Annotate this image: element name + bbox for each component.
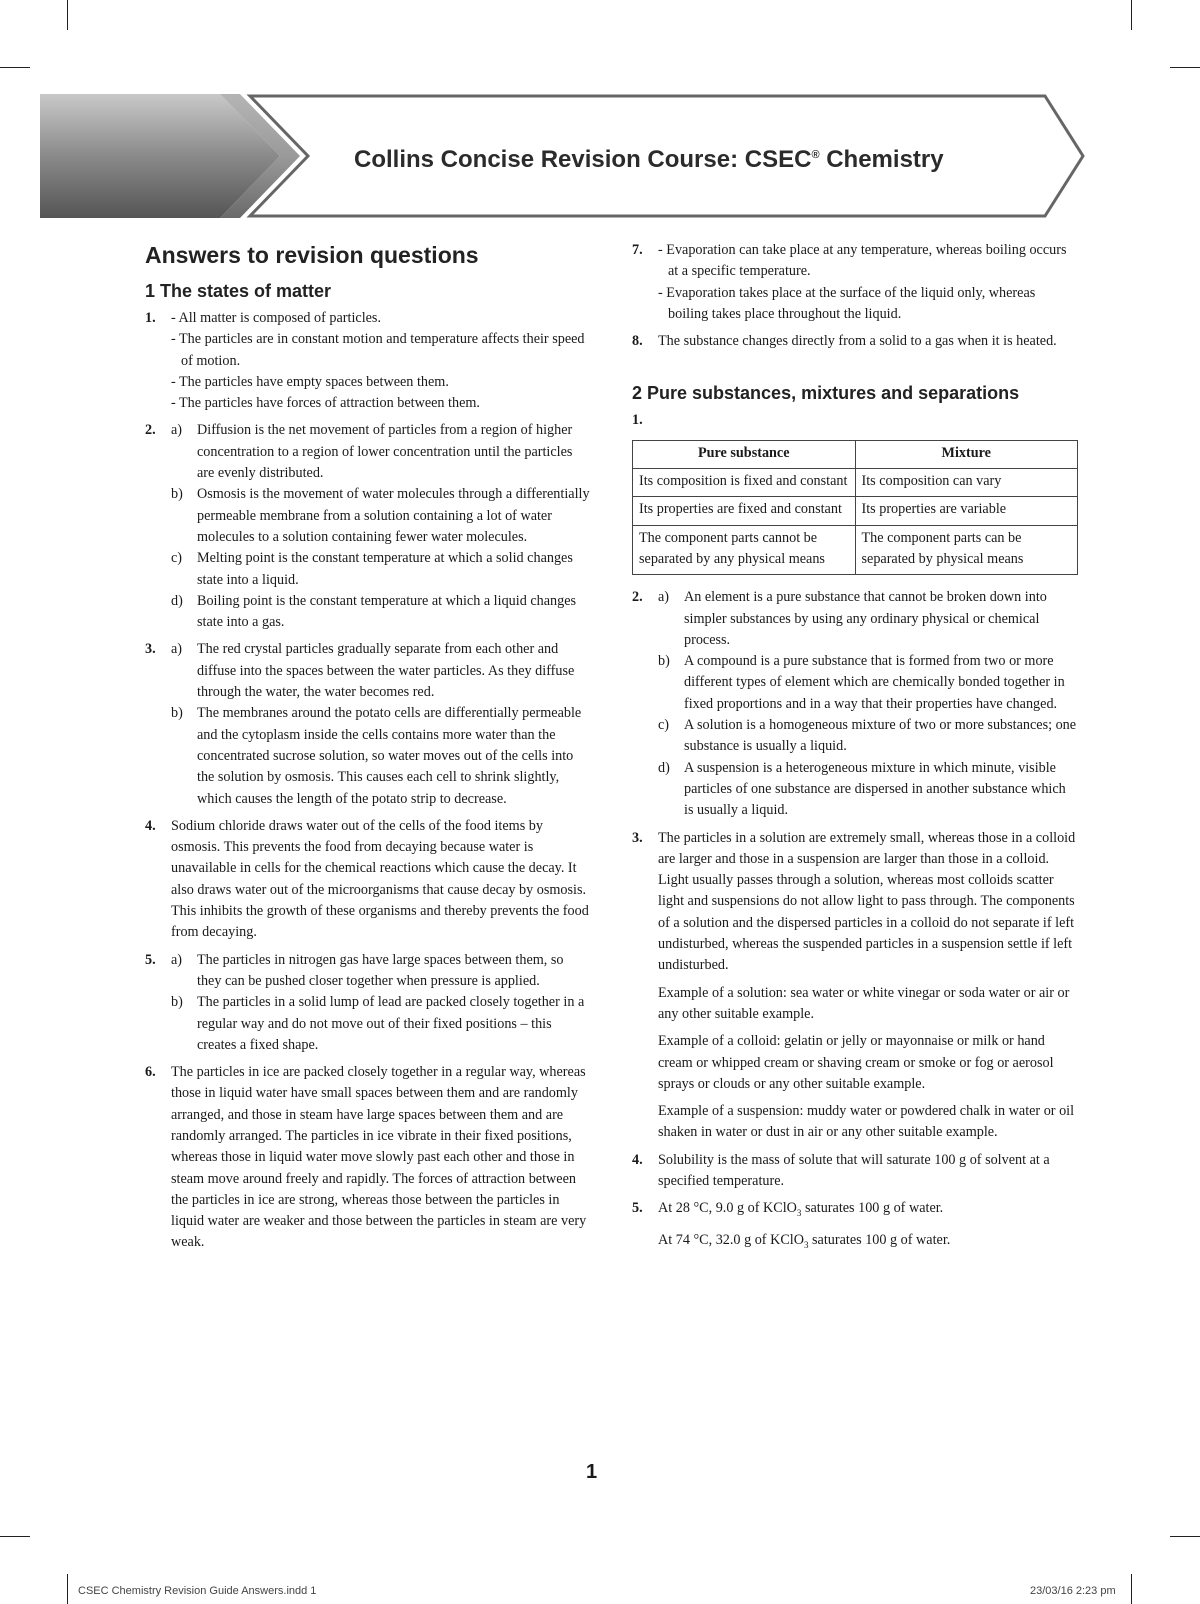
crop-mark bbox=[1170, 1536, 1200, 1537]
question-8: 8. The substance changes directly from a solid to a gas when it is heated. bbox=[632, 333, 1057, 350]
main-heading: Answers to revision questions bbox=[145, 242, 479, 268]
answer-part: b) The membranes around the potato cells are differentially permeable and the cytoplasm inside the cells contains more water than the concentrated sucrose solution, so water moves out of the cells into the solution by osmosis. This causes each cell to shrink slightly, which causes the length of the potato strip to decrease. bbox=[171, 705, 582, 807]
table-row: The component parts cannot be separated by any physical means The component parts can be separated by physical means bbox=[633, 525, 1078, 575]
answer-part: a) An element is a pure substance that cannot be broken down into simpler substances by using any ordinary physical or chemical process. bbox=[658, 589, 1047, 648]
table-row: Its properties are fixed and constant Its properties are variable bbox=[633, 497, 1078, 525]
answer-part: a) The particles in nitrogen gas have large spaces between them, so they can be pushed closer together when pressure is applied. bbox=[171, 951, 564, 989]
question-3: 3. a) The red crystal particles gradually separate from each other and diffuse into the spaces between the water particles. As they diffuse through the water, the water becomes red. b) The membranes around the potato cells are differentially permeable and the cytoplasm inside the cells contains more water than the concentrated sucrose solution, so water moves out of the cells into the solution by osmosis. This causes each cell to shrink slightly, which causes the length of the potato strip to decrease. bbox=[145, 639, 590, 809]
crop-mark bbox=[1131, 1574, 1132, 1604]
crop-mark bbox=[1170, 67, 1200, 68]
crop-mark bbox=[0, 1536, 30, 1537]
answer-part: b) The particles in a solid lump of lead are packed closely together in a regular way and do not move out of their fixed positions – this creates a fixed shape. bbox=[171, 994, 585, 1053]
section-heading: 1 The states of matter bbox=[145, 281, 332, 301]
answer-part: a) The red crystal particles gradually separate from each other and diffuse into the spaces between the water particles. As they diffuse through the water, the water becomes red. bbox=[171, 641, 575, 701]
crop-mark bbox=[67, 1574, 68, 1604]
question-6: 6. The particles in ice are packed closely together in a regular way, whereas those in liquid water have small spaces between them and are randomly arranged, and those in steam have large spaces between them and are randomly arranged. The particles in ice vibrate in their fixed positions, whereas those in liquid water move slowly past each other and those in steam move around freely and rapidly. The forces of attraction between the particles in ice are strong, whereas those between the particles in liquid water are weaker and those between the particles in steam are very weak. bbox=[145, 1064, 587, 1251]
question-4: 4. Sodium chloride draws water out of the cells of the food items by osmosis. This prevents the food from decaying because water is unavailable in cells for the chemical reactions which cause the decay. It also draws water out of the microorganisms that cause decay by osmosis. This inhibits the growth of these organisms and thereby prevents the food from decaying. bbox=[145, 817, 589, 941]
left-column bbox=[145, 240, 590, 1260]
table-header: Mixture bbox=[855, 440, 1078, 468]
header-banner bbox=[40, 94, 1085, 218]
question-3b: 3. The particles in a solution are extremely small, whereas those in a colloid are larger and those in a suspension are larger than those in a colloid. Light usually passes through a solution, whereas most colloids scatter light and suspensions do not allow light to pass through. The components of a solution and the dispersed particles in a colloid do not separate if left undisturbed, whereas the suspended particles in a suspension settle if left undisturbed. Example of a solution: sea water or white vinegar or soda water or air or any other suitable example. Example of a colloid: gelatin or jelly or mayonnaise or milk or hand cream or whipped cream or shaving cream or smoke or fog or aerosol sprays or clouds or any other suitable example. Example of a suspension: muddy water or powdered chalk in water or oil shaken in water or dust in air or any other suitable example. bbox=[632, 829, 1076, 1141]
answer-part: c) Melting point is the constant temperature at which a solid changes state into a liquid. bbox=[171, 550, 573, 588]
crop-mark bbox=[0, 67, 30, 68]
crop-mark bbox=[1131, 0, 1132, 30]
question-2: 2. a) Diffusion is the net movement of particles from a region of higher concentration to a region of lower concentration until the particles are evenly distributed. b) Osmosis is the movement of water molecules through a differentially permeable membrane from a solution containing a lot of water molecules to a solution containing fewer water molecules. c) Melting point is the constant temperature at which a solid changes state into a liquid. d) Boiling point is the constant temperature at which a liquid changes state into a gas. bbox=[145, 420, 590, 633]
answer-part: b) A compound is a pure substance that is formed from two or more different types of element which are chemically bonded together in fixed proportions and in a way that their properties have changed. bbox=[658, 653, 1065, 712]
table-header: Pure substance bbox=[633, 440, 856, 468]
answer-part: c) A solution is a homogeneous mixture of two or more substances; one substance is usually a liquid. bbox=[658, 717, 1077, 755]
question-1: 1. - All matter is composed of particles. - The particles are in constant motion and temperature affects their speed of motion. - The particles have empty spaces between them. - The particles have forces of attraction between them. bbox=[145, 310, 585, 412]
footer-file: CSEC Chemistry Revision Guide Answers.indd 1 bbox=[78, 1585, 317, 1597]
footer-date: 23/03/16 2:23 pm bbox=[1030, 1585, 1116, 1597]
question-7: 7. - Evaporation can take place at any temperature, whereas boiling occurs at a specific temperature. - Evaporation takes place at the surface of the liquid only, whereas boiling takes place throughout the liquid. bbox=[632, 242, 1067, 322]
comparison-table bbox=[632, 440, 1078, 575]
question-4b: 4. Solubility is the mass of solute that will saturate 100 g of solvent at a specified temperature. bbox=[632, 1151, 1050, 1189]
question-5: 5. a) The particles in nitrogen gas have large spaces between them, so they can be pushed closer together when pressure is applied. b) The particles in a solid lump of lead are packed closely together in a regular way and do not move out of their fixed positions – this creates a fixed shape. bbox=[145, 950, 590, 1056]
crop-mark bbox=[67, 0, 68, 30]
answer-part: d) A suspension is a heterogeneous mixture in which minute, visible particles of one substance are dispersed in another substance which is usually a liquid. bbox=[658, 759, 1066, 819]
question-5b: 5. At 28 °C, 9.0 g of KClO$_3$ saturates 100 g of water. At 74 °C, 32.0 g of KClO$_3$ saturates 100 g of water. bbox=[632, 1200, 951, 1251]
question-2b: 2. a) An element is a pure substance that cannot be broken down into simpler substances by using any ordinary physical or chemical process. b) A compound is a pure substance that is formed from two or more different types of element which are chemically bonded together in fixed proportions and in a way that their properties have changed. c) A solution is a homogeneous mixture of two or more substances; one substance is usually a liquid. d) A suspension is a heterogeneous mixture in which minute, visible particles of one substance are dispersed in another substance which is usually a liquid. bbox=[632, 587, 1078, 821]
page-number: 1 bbox=[586, 1461, 598, 1483]
answer-part: b) Osmosis is the movement of water molecules through a differentially permeable membrane from a solution containing a lot of water molecules to a solution containing fewer water molecules. bbox=[171, 486, 590, 545]
question-number: 1. bbox=[632, 412, 643, 429]
answer-part: a) Diffusion is the net movement of particles from a region of higher concentration to a region of lower concentration until the particles are evenly distributed. bbox=[171, 422, 573, 482]
right-column bbox=[632, 240, 1078, 1263]
table-row: Its composition is fixed and constant Its composition can vary bbox=[633, 469, 1078, 497]
section-heading: 2 Pure substances, mixtures and separations bbox=[632, 383, 1020, 404]
document-title: Collins Concise Revision Course: CSEC® Chemistry bbox=[354, 146, 944, 173]
answer-part: d) Boiling point is the constant temperature at which a liquid changes state into a gas. bbox=[171, 592, 577, 631]
